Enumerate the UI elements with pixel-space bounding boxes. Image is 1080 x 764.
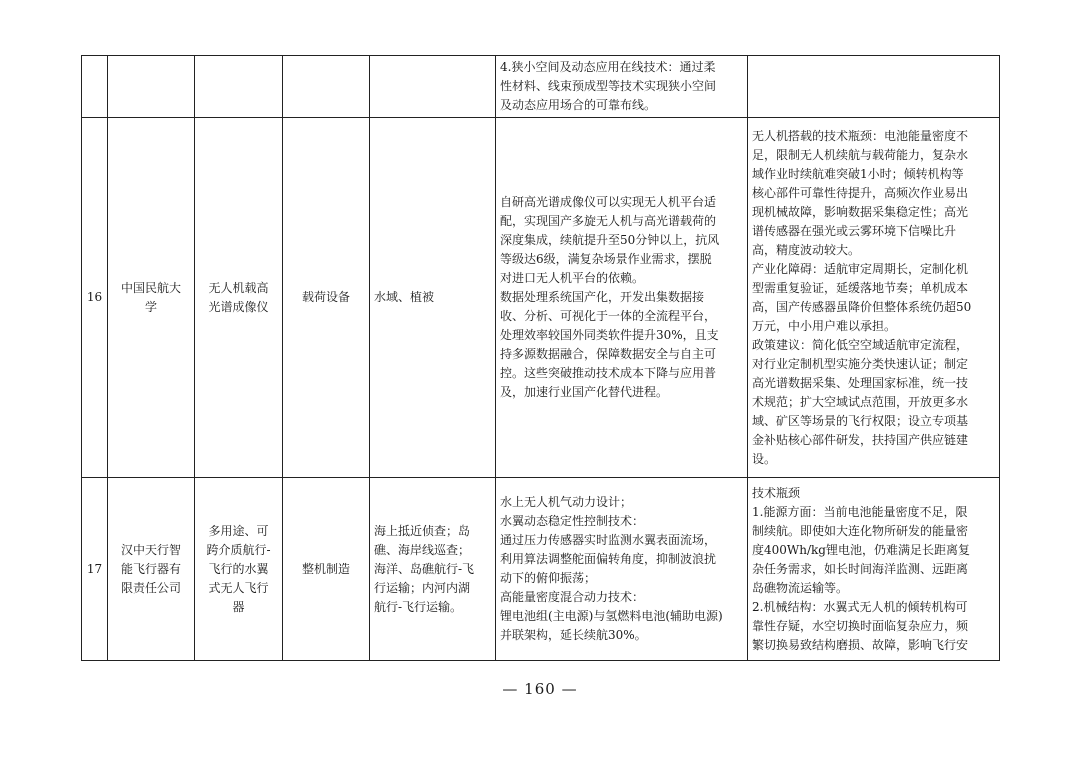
row-number-cell <box>82 56 108 118</box>
field-cell: 水域、植被 <box>370 118 496 478</box>
technology-cell: 4.狭小空间及动态应用在线技术：通过柔 性材料、线束预成型等技术实现狭小空间 及动态应用场合的可靠布线。 <box>496 56 748 118</box>
technology-cell: 水上无人机气动力设计； 水翼动态稳定性控制技术： 通过压力传感器实时监测水翼表面流场， 利用算法调整舵面偏转角度，抑制波浪扰 动下的俯仰振荡； 高能量密度混合动力技术： 锂电池组(主电源)与氢燃料电池(辅助电源) 并联架构，延长续航30%。 <box>496 478 748 661</box>
table-row-continued <box>82 56 1000 118</box>
field-cell <box>370 56 496 118</box>
row-number-cell: 16 <box>82 118 108 478</box>
issue-cell <box>748 56 1000 118</box>
type-cell <box>283 56 370 118</box>
page-number: — 160 — <box>502 680 578 698</box>
row-number-cell: 17 <box>82 478 108 661</box>
product-cell <box>195 56 283 118</box>
unit-cell <box>108 56 195 118</box>
technology-cell: 自研高光谱成像仪可以实现无人机平台适 配，实现国产多旋无人机与高光谱载荷的 深度集成，续航提升至50分钟以上，抗风 等级达6级，满复杂场景作业需求，摆脱 对进口无人机平台的依赖。 数据处理系统国产化，开发出集数据接 收、分析、可视化于一体的全流程平台， 处理效率较国外同类软件提升30%，且支 持多源数据融合，保障数据安全与自主可 控。这些突破推动技术成本下降与应用普 及，加速行业国产化替代进程。 <box>496 118 748 478</box>
product-cell: 多用途、可 跨介质航行- 飞行的水翼 式无人飞行 器 <box>195 478 283 661</box>
type-cell: 载荷设备 <box>283 118 370 478</box>
unit-cell: 中国民航大 学 <box>108 118 195 478</box>
product-cell: 无人机载高 光谱成像仪 <box>195 118 283 478</box>
type-cell: 整机制造 <box>283 478 370 661</box>
catalog-table <box>81 55 1000 661</box>
table-row-17 <box>82 478 1000 661</box>
issue-cell: 技术瓶颈 1.能源方面：当前电池能量密度不足，限 制续航。即使如大连化物所研发的能量密 度400Wh/kg锂电池，仍难满足长距离复 杂任务需求，如长时间海洋监测、远距离 岛礁物流运输等。 2.机械结构：水翼式无人机的倾转机构可 靠性存疑，水空切换时面临复杂应力，频 繁切换易致结构磨损、故障，影响飞行安 <box>748 478 1000 661</box>
field-cell: 海上抵近侦查；岛 礁、海岸线巡查； 海洋、岛礁航行-飞 行运输；内河内湖 航行-飞行运输。 <box>370 478 496 661</box>
issue-cell: 无人机搭载的技术瓶颈：电池能量密度不 足，限制无人机续航与载荷能力，复杂水 域作业时续航难突破1小时；倾转机构等 核心部件可靠性待提升，高频次作业易出 现机械故障，影响数据采集稳定性；高光 谱传感器在强光或云雾环境下信噪比升 高，精度波动较大。 产业化障碍：适航审定周期长，定制化机 型需重复验证，延缓落地节奏；单机成本 高，国产传感器虽降价但整体系统仍超50 万元，中小用户难以承担。 政策建议：简化低空空域适航审定流程， 对行业定制机型实施分类快速认证；制定 高光谱数据采集、处理国家标准，统一技 术规范；扩大空域试点范围，开放更多水 域、矿区等场景的飞行权限；设立专项基 金补贴核心部件研发，扶持国产供应链建 设。 <box>748 118 1000 478</box>
unit-cell: 汉中天行智 能飞行器有 限责任公司 <box>108 478 195 661</box>
table-row-16 <box>82 118 1000 478</box>
